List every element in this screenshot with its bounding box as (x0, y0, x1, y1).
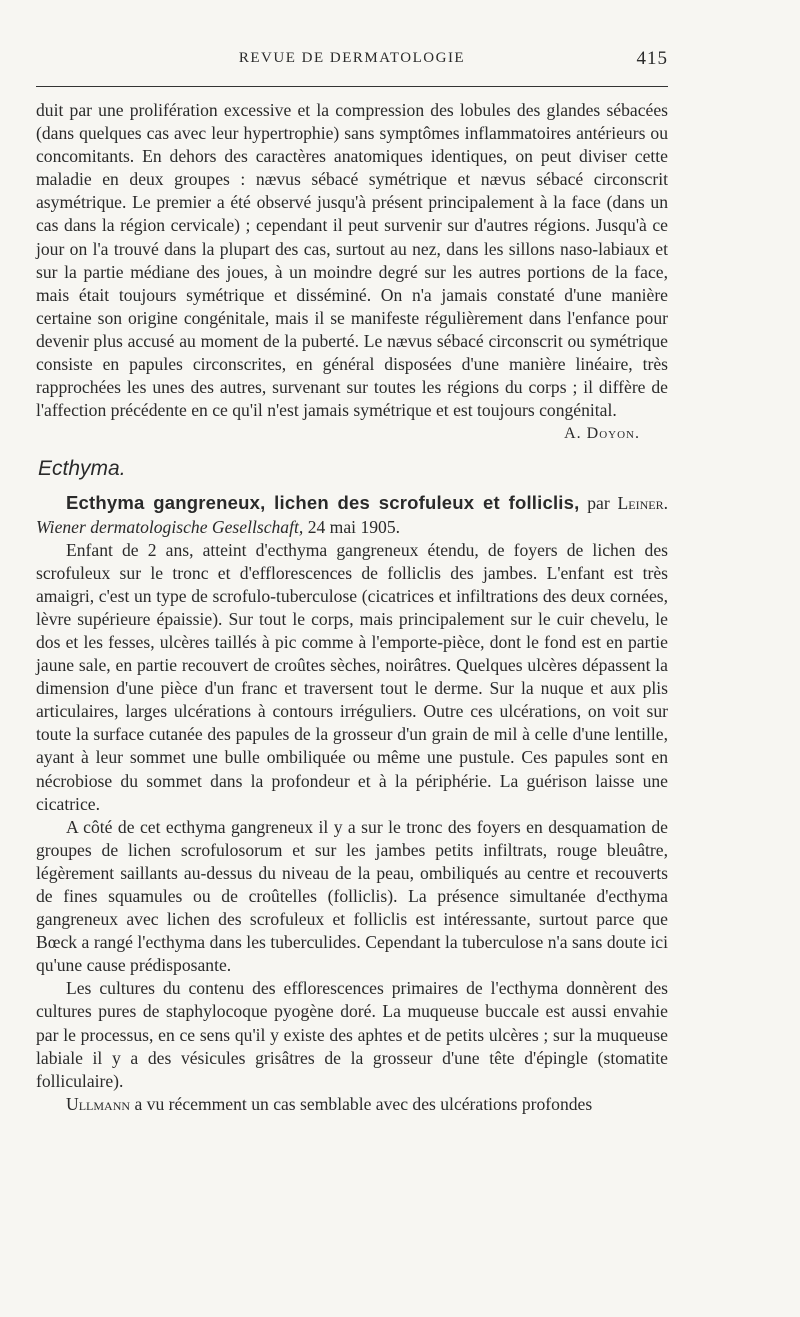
article-heading (36, 491, 668, 538)
paragraph: A côté de cet ecthyma gangreneux il y a sur le tronc des foyers en desquamation de groupes de lichen scrofulosorum et sur les jambes petits infiltrats, rouge bleuâtre, légèrement saillants au-dessus du niveau de la peau, ombiliqués au centre et recouverts de fines squamules ou de croûtelles (folliclis). La présence simultanée d'ecthyma gangreneux avec lichen des scrofuleux et folliclis est intéressante, surtout parce que Bœck a rangé l'ecthyma dans les tuberculides. Cependant la tuberculose n'a sans doute ici qu'une cause prédisposante. (36, 816, 668, 976)
paragraph: Les cultures du contenu des efflorescences primaires de l'ecthyma donnèrent des cultures pures de staphylocoque pyogène doré. La muqueuse buccale est aussi envahie par le processus, en ce sens qu'il y existe des aphtes et de petits ulcères ; sur la muqueuse labiale il y a des vésicules grisâtres de la grosseur d'une tête d'épingle (stomatite folliculaire). (36, 978, 668, 1091)
article-title: Ecthyma gangreneux, lichen des scrofuleux et folliclis, (66, 492, 580, 514)
last-paragraph-text: a vu récemment un cas semblable avec des ulcérations profondes (134, 1093, 593, 1114)
article-date: 24 mai 1905. (307, 516, 401, 537)
last-paragraph (36, 1093, 668, 1116)
article-journal: Wiener dermatologische Gesellschaft, (36, 516, 304, 537)
signature-name: Doyon. (586, 425, 640, 443)
signature-initial: A. (564, 425, 582, 443)
page-header (36, 50, 668, 74)
signature (36, 422, 668, 445)
page-number: 415 (636, 48, 668, 69)
article-by: par (587, 493, 610, 514)
header-rule (36, 86, 668, 87)
page-body (36, 99, 668, 1116)
last-paragraph-author: Ullmann (66, 1093, 131, 1114)
intro-paragraph: duit par une prolifération excessive et la compression des lobules des glandes sébacées (dans quelques cas avec leur hypertrophie) sans symptômes inflammatoires antérieurs ou concomitants. En dehors des caractères anatomiques identiques, on peut diviser cette maladie en deux groupes : nævus sébacé symétrique et nævus sébacé circonscrit asymétrique. Le premier a été observé jusqu'à présent principalement à la face (dans un cas dans la région cervicale) ; cependant il peut survenir sur d'autres régions. Jusqu'à ce jour on l'a trouvé dans la plupart des cas, surtout au nez, dans les sillons naso-labiaux et sur la partie médiane des joues, à un moindre degré sur les autres portions de la face, mais était toujours symétrique et disséminé. On n'a jamais constaté d'une manière certaine son origine congénitale, mais il se manifeste régulièrement dans l'enfance pour devenir plus accusé au moment de la puberté. Le nævus sébacé circonscrit ou symétrique consiste en papules circonscrites, en général disposées d'une manière linéaire, très rapprochées les unes des autres, survenant sur toutes les régions du corps ; il diffère de l'affection précédente en ce qu'il n'est jamais symétrique et est toujours congénital. (36, 100, 668, 421)
section-title: Ecthyma. (38, 457, 126, 481)
paragraph: Enfant de 2 ans, atteint d'ecthyma gangreneux étendu, de foyers de lichen des scrofuleux sur le tronc et d'efflorescences de folliclis des jambes. L'enfant est très amaigri, c'est un type de scrofulo-tuberculose (cicatrices et infiltrations des deux cornées, lèvre supérieure épaissie). Sur tout le corps, mais principalement sur le cuir chevelu, le dos et les fesses, ulcères taillés à pic comme à l'emporte-pièce, dont le fond est en partie jaune sale, en partie recouvert de croûtes sèches, noirâtres. Quelques ulcères dépassent la dimension d'une pièce d'un franc et traversent tout le derme. Sur la nuque et aux plis articulaires, larges ulcérations à contours irréguliers. Outre ces ulcérations, on voit sur toute la surface cutanée des papules de la grosseur d'un grain de mil à celle d'une lentille, ayant à leur sommet une bulle ombiliquée ou même une pustule. Ces papules sont en nécrobiose du sommet dans la profondeur et à la périphérie. La guérison laisse une cicatrice. (36, 539, 668, 814)
article-author: Leiner. (617, 493, 668, 514)
running-title: REVUE DE DERMATOLOGIE (238, 50, 466, 66)
